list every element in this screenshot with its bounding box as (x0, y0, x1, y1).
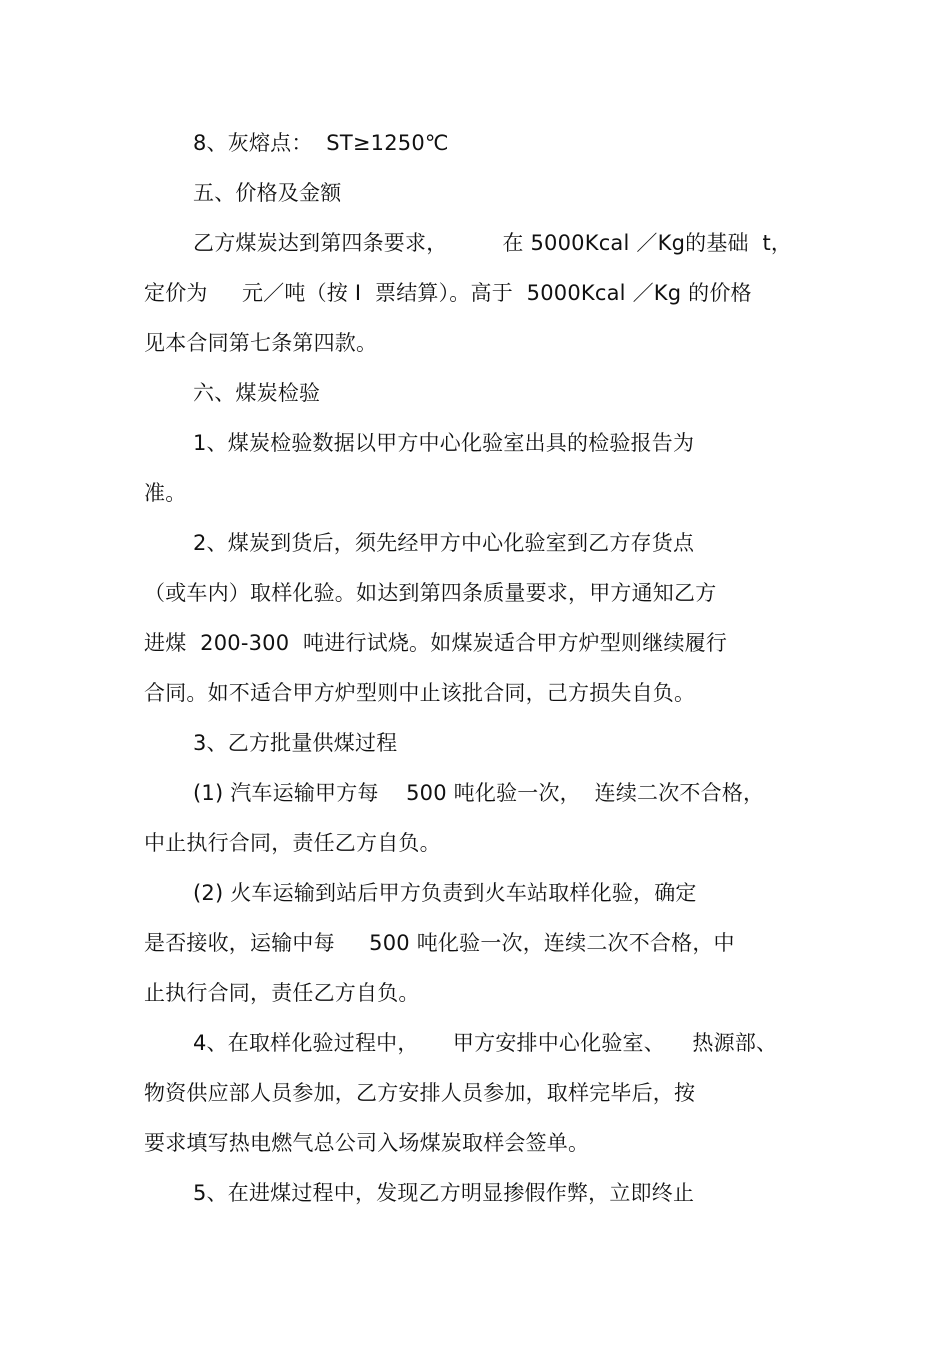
text-line: 3、乙方批量供煤过程 (193, 731, 398, 755)
text-line: （或车内）取样化验。如达到第四条质量要求，甲方通知乙方 (144, 581, 717, 605)
text-line: 8、灰熔点： ST≥1250℃ (193, 131, 449, 155)
section-heading: 六、煤炭检验 (193, 381, 321, 405)
text-line: 乙方煤炭达到第四条要求， 在 5000Kcal ／Kg的基础 t， (193, 231, 793, 255)
text-line: 4、在取样化验过程中， 甲方安排中心化验室、 热源部、 (193, 1031, 778, 1055)
text-line: 见本合同第七条第四款。 (144, 331, 378, 355)
text-line: 2、煤炭到货后，须先经甲方中心化验室到乙方存货点 (193, 531, 695, 555)
text-line: 进煤 200-300 吨进行试烧。如煤炭适合甲方炉型则继续履行 (144, 631, 728, 655)
text-line: 合同。如不适合甲方炉型则中止该批合同，己方损失自负。 (144, 681, 696, 705)
text-line: 准。 (144, 481, 187, 505)
text-line: 止执行合同，责任乙方自负。 (144, 981, 420, 1005)
text-line: (1) 汽车运输甲方每 500 吨化验一次， 连续二次不合格， (193, 781, 765, 805)
text-line: 要求填写热电燃气总公司入场煤炭取样会签单。 (144, 1131, 590, 1155)
text-line: 定价为 元／吨（按 I 票结算）。高于 5000Kcal ／Kg 的价格 (144, 281, 752, 305)
text-line: 1、煤炭检验数据以甲方中心化验室出具的检验报告为 (193, 431, 695, 455)
text-line: 物资供应部人员参加，乙方安排人员参加，取样完毕后，按 (144, 1081, 696, 1105)
text-line: 中止执行合同，责任乙方自负。 (144, 831, 441, 855)
text-line: 5、在进煤过程中，发现乙方明显掺假作弊，立即终止 (193, 1181, 695, 1205)
section-heading: 五、价格及金额 (193, 181, 342, 205)
text-line: (2) 火车运输到站后甲方负责到火车站取样化验，确定 (193, 881, 697, 905)
text-line: 是否接收，运输中每 500 吨化验一次，连续二次不合格，中 (144, 931, 735, 955)
